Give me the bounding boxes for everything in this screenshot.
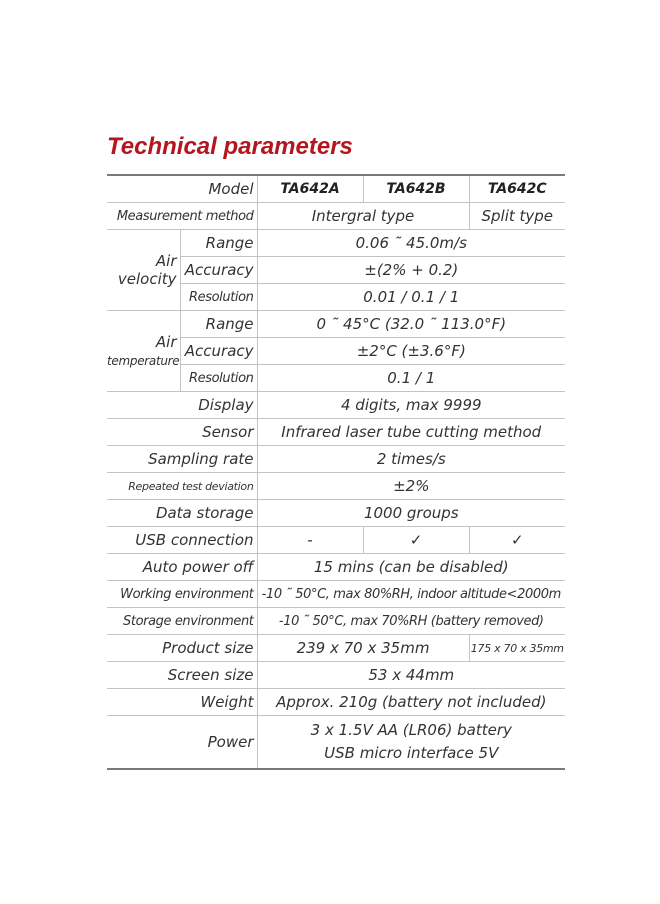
air-temperature-accuracy-value: ±2°C (±3.6°F) [257,338,565,365]
table-row [107,500,565,527]
table-row [107,716,565,770]
table-row [107,635,565,662]
data-storage-label: Data storage [107,500,257,527]
table-row [107,230,565,257]
air-velocity-range-label: Range [180,230,257,257]
auto-power-off-label: Auto power off [107,554,257,581]
display-label: Display [107,392,257,419]
model-ta642b: TA642B [363,175,469,203]
table-row [107,554,565,581]
model-ta642a: TA642A [257,175,363,203]
auto-power-off-value: 15 mins (can be disabled) [257,554,565,581]
sensor-value: Infrared laser tube cutting method [257,419,565,446]
table-row [107,581,565,608]
table-row [107,473,565,500]
table-row [107,419,565,446]
air-temperature-line2: temperature [107,353,180,368]
repeated-test-deviation-value: ±2% [257,473,565,500]
usb-connection-ta642a: - [257,527,363,554]
display-value: 4 digits, max 9999 [257,392,565,419]
air-temperature-resolution-value: 0.1 / 1 [257,365,565,392]
usb-connection-ta642b: ✓ [363,527,469,554]
product-size-value-c: 175 x 70 x 35mm [469,635,565,662]
air-velocity-resolution-label: Resolution [180,284,257,311]
air-temperature-range-label: Range [180,311,257,338]
table-row [107,311,565,338]
air-velocity-line2: velocity [117,270,177,288]
table-header-row [107,175,565,203]
air-temperature-range-value: 0 ˜ 45°C (32.0 ˜ 113.0°F) [257,311,565,338]
power-line2: USB micro interface 5V [324,744,499,762]
air-velocity-accuracy-label: Accuracy [180,257,257,284]
air-velocity-accuracy-value: ±(2% + 0.2) [257,257,565,284]
measurement-method-value-c: Split type [469,203,565,230]
measurement-method-label: Measurement method [107,203,257,230]
working-environment-value: -10 ˜ 50°C, max 80%RH, indoor altitude<2000m [257,581,565,608]
screen-size-value: 53 x 44mm [257,662,565,689]
air-velocity-range-value: 0.06 ˜ 45.0m/s [257,230,565,257]
table-row [107,446,565,473]
sensor-label: Sensor [107,419,257,446]
measurement-method-value-ab: Intergral type [257,203,469,230]
power-label: Power [107,716,257,770]
screen-size-label: Screen size [107,662,257,689]
weight-label: Weight [107,689,257,716]
air-velocity-group [107,230,180,311]
usb-connection-label: USB connection [107,527,257,554]
air-velocity-resolution-value: 0.01 / 0.1 / 1 [257,284,565,311]
air-velocity-line1: Air [155,252,177,270]
power-line1: 3 x 1.5V AA (LR06) battery [310,721,512,739]
sampling-rate-label: Sampling rate [107,446,257,473]
page-title: Technical parameters [107,133,353,160]
usb-connection-ta642c: ✓ [469,527,565,554]
table-row [107,662,565,689]
working-environment-label: Working environment [107,581,257,608]
storage-environment-label: Storage environment [107,608,257,635]
table-row [107,527,565,554]
table-row [107,392,565,419]
model-ta642c: TA642C [469,175,565,203]
air-temperature-line1: Air [155,332,177,351]
table-row [107,203,565,230]
product-size-label: Product size [107,635,257,662]
power-value [257,716,565,770]
air-temperature-group [107,311,180,392]
product-size-value-ab: 239 x 70 x 35mm [257,635,469,662]
weight-value: Approx. 210g (battery not included) [257,689,565,716]
storage-environment-value: -10 ˜ 50°C, max 70%RH (battery removed) [257,608,565,635]
air-temperature-accuracy-label: Accuracy [180,338,257,365]
repeated-test-deviation-label: Repeated test deviation [107,473,257,500]
table-row [107,608,565,635]
sampling-rate-value: 2 times/s [257,446,565,473]
model-label: Model [107,175,257,203]
data-storage-value: 1000 groups [257,500,565,527]
table-row [107,689,565,716]
air-temperature-resolution-label: Resolution [180,365,257,392]
spec-table [107,174,565,770]
